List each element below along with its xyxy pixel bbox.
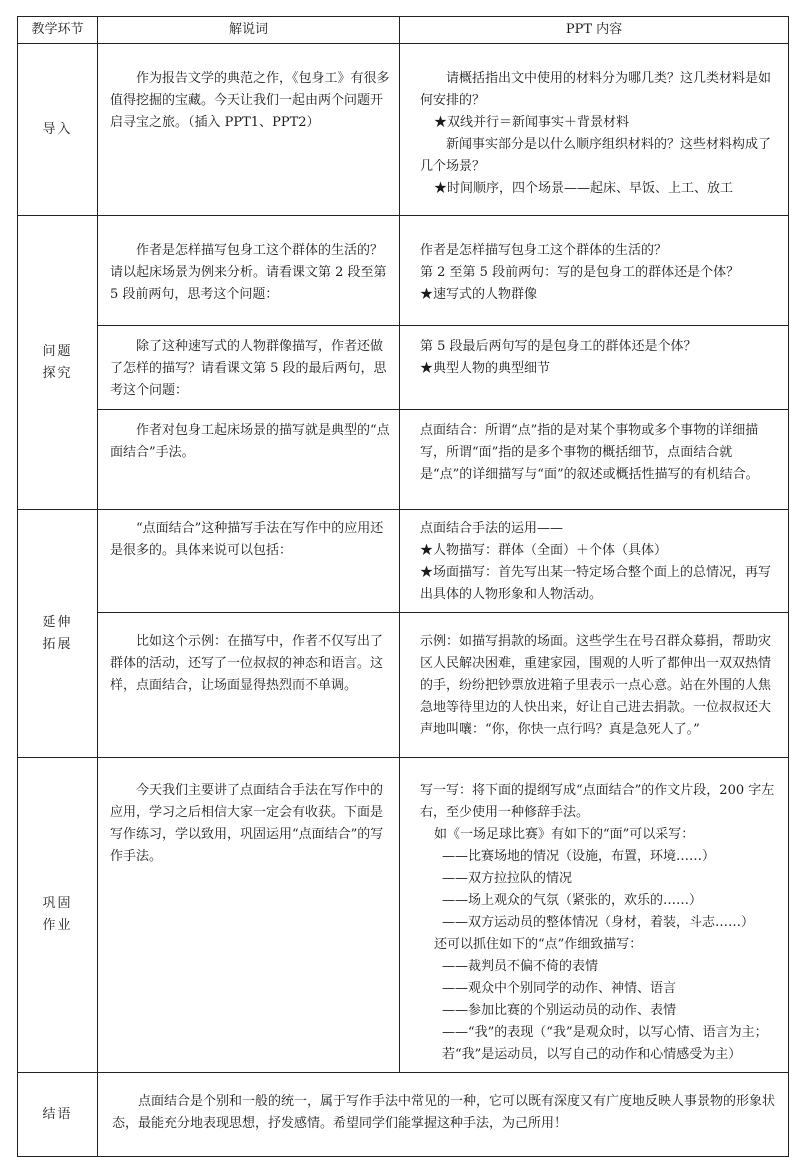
ppt-line: 第 5 段最后两句写的是包身工的群体还是个体？ <box>420 339 697 354</box>
narration-yanshen-2 <box>98 613 400 758</box>
narration-wenti-1 <box>98 216 400 326</box>
ppt-yanshen-1 <box>400 510 789 613</box>
stage-gonggu <box>18 758 98 1073</box>
paragraph: 作为报告文学的典范之作，《包身工》有很多值得挖掘的宝藏。今天让我们一起由两个问题开启寻宝之旅。（插入 PPT1、PPT2） <box>110 71 390 130</box>
ppt-line: ——场上观众的气氛（紧张的，欢乐的……） <box>442 893 703 908</box>
ppt-gonggu <box>400 758 789 1073</box>
conclusion-text <box>98 1073 789 1157</box>
paragraph: 作者是怎样描写包身工这个群体的生活的？请以起床场景为例来分析。请看课文第 2 段至第 5 段前两句，思考这个问题： <box>110 243 387 302</box>
stage-yanshen <box>18 510 98 758</box>
lesson-plan-table <box>17 16 789 1157</box>
ppt-line: 请概括指出文中使用的材料分为哪几类？这几类材料是如何安排的？ <box>420 71 772 108</box>
stage-label-line: 延伸 <box>42 614 73 630</box>
ppt-daoru <box>400 44 789 216</box>
stage-label-line: 结语 <box>42 1106 73 1122</box>
row-wenti-1 <box>18 216 789 326</box>
ppt-line: ★人物描写：群体（全面）＋个体（具体） <box>420 543 668 558</box>
row-wenti-3 <box>18 410 789 510</box>
ppt-line: 如《一场足球比赛》有如下的“面”可以采写： <box>434 827 695 842</box>
row-yanshen-2 <box>18 613 789 758</box>
ppt-yanshen-2 <box>400 613 789 758</box>
stage-jieyu <box>18 1073 98 1157</box>
narration-daoru <box>98 44 400 216</box>
row-gonggu <box>18 758 789 1073</box>
ppt-line: ★双线并行＝新闻事实＋背景材料 <box>434 115 630 130</box>
header-ppt: PPT 内容 <box>400 17 789 44</box>
ppt-line: ——观众中个别同学的动作、神情、语言 <box>442 981 677 996</box>
ppt-line: ——比赛场地的情况（设施，布置，环境……） <box>442 849 716 864</box>
stage-label-line: 探究 <box>42 365 73 381</box>
narration-wenti-3 <box>98 410 400 510</box>
ppt-line: ★场面描写：首先写出某一特定场合整个面上的总情况，再写出具体的人物形象和人物活动。 <box>420 565 772 602</box>
ppt-line: 作者是怎样描写包身工这个群体的生活的？ <box>420 243 668 258</box>
ppt-line: 写一写：将下面的提纲写成“点面结合”的作文片段，200 字左右，至少使用一种修辞手法。 <box>420 783 775 820</box>
header-stage: 教学环节 <box>18 17 98 44</box>
ppt-line: ——参加比赛的个别运动员的动作、表情 <box>442 1003 677 1018</box>
ppt-wenti-1 <box>400 216 789 326</box>
ppt-line: 点面结合：所谓“点”指的是对某个事物或多个事物的详细描写，所谓“面”指的是多个事物的概括细节，点面结合就是“点”的详细描写与“面”的叙述或概括性描写的有机结合。 <box>420 423 759 482</box>
stage-label-line: 作业 <box>42 918 73 933</box>
narration-yanshen-1 <box>98 510 400 613</box>
paragraph: “点面结合”这种描写手法在写作中的应用还是很多的。具体来说可以包括： <box>110 521 384 558</box>
paragraph: 作者对包身工起床场景的描写就是典型的“点面结合”手法。 <box>110 423 390 460</box>
ppt-line: ——双方运动员的整体情况（身材，着装，斗志……） <box>442 915 755 930</box>
header-narration: 解说词 <box>98 17 400 44</box>
narration-gonggu <box>98 758 400 1073</box>
stage-label-line: 导入 <box>42 121 73 137</box>
ppt-line: 还可以抓住如下的“点”作细致描写： <box>434 937 643 952</box>
paragraph: 点面结合是个别和一般的统一，属于写作手法中常见的一种，它可以既有深度又有广度地反映人事景物的形象状态，最能充分地表现思想，抒发感情。希望同学们能掌握这种手法，为己所用！ <box>112 1094 776 1131</box>
header-row <box>18 17 789 44</box>
ppt-wenti-2 <box>400 326 789 410</box>
ppt-line: ★典型人物的典型细节 <box>420 361 551 376</box>
row-daoru <box>18 44 789 216</box>
row-jieyu <box>18 1073 789 1157</box>
ppt-line: ——“我”的表现（“我”是观众时，以写心情、语言为主；若“我”是运动员，以写自己的动作和心情感受为主） <box>442 1025 768 1062</box>
row-wenti-2 <box>18 326 789 410</box>
stage-wenti <box>18 216 98 510</box>
stage-label-line: 巩固 <box>42 896 73 911</box>
ppt-line: 第 2 至第 5 段前两句：写的是包身工的群体还是个体？ <box>420 265 740 280</box>
ppt-line: ——裁判员不偏不倚的表情 <box>442 959 599 974</box>
paragraph: 比如这个示例：在描写中，作者不仅写出了群体的活动，还写了一位叔叔的神态和语言。这样，点面结合，让场面显得热烈而不单调。 <box>110 634 384 693</box>
ppt-wenti-3 <box>400 410 789 510</box>
paragraph: 除了这种速写式的人物群像描写，作者还做了怎样的描写？请看课文第 5 段的最后两句，思考这个问题： <box>110 339 387 398</box>
stage-label-line: 拓展 <box>42 636 73 652</box>
stage-label-line: 问题 <box>42 343 73 359</box>
ppt-line: ——双方拉拉队的情况 <box>442 871 573 886</box>
paragraph: 今天我们主要讲了点面结合手法在写作中的应用，学习之后相信大家一定会有收获。下面是写作练习，学以致用，巩固运用“点面结合”的写作手法。 <box>110 783 384 864</box>
ppt-line: 新闻事实部分是以什么顺序组织材料的？这些材料构成了几个场景？ <box>420 137 772 174</box>
ppt-line: 点面结合手法的运用—— <box>420 521 564 536</box>
stage-daoru <box>18 44 98 216</box>
row-yanshen-1 <box>18 510 789 613</box>
ppt-line: ★速写式的人物群像 <box>420 287 538 302</box>
narration-wenti-2 <box>98 326 400 410</box>
ppt-line: 示例：如描写捐款的场面。这些学生在号召群众募捐，帮助灾区人民解决困难，重建家园，围观的人听了都伸出一双双热情的手，纷纷把钞票放进箱子里表示一点心意。站在外围的人焦急地等待里边的人快出来，好让自己进去捐款。一位叔叔还大声地叫嚷：“你，你快一点行吗？真是急死人了。” <box>420 634 772 737</box>
ppt-line: ★时间顺序，四个场景——起床、早饭、上工、放工 <box>434 181 734 196</box>
